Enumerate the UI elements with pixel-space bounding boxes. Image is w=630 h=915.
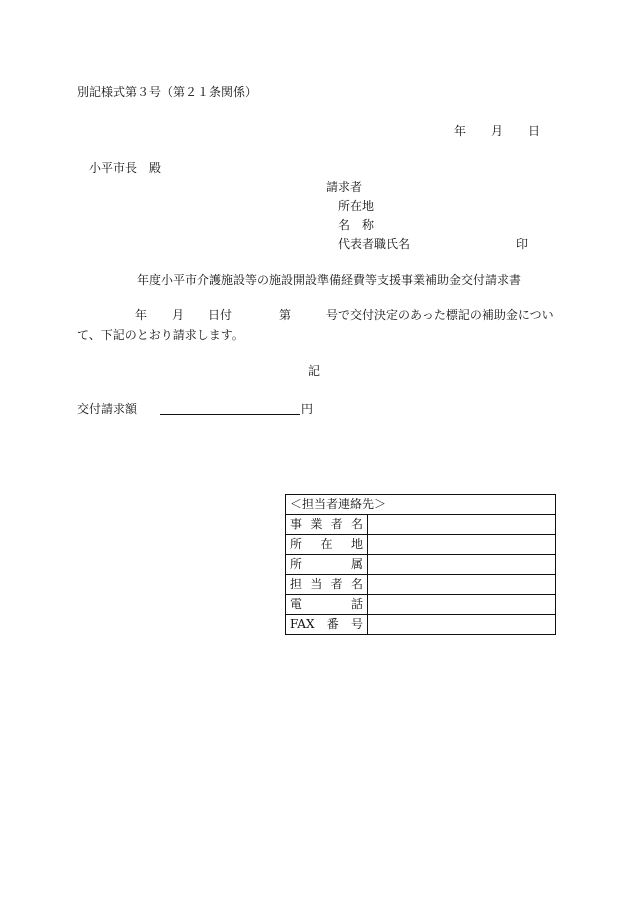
form-number: 別記様式第３号（第２１条関係） — [77, 85, 258, 99]
field-name: 名 称 — [338, 218, 375, 232]
table-row — [286, 515, 556, 535]
table-row — [286, 555, 556, 575]
contact-value[interactable] — [368, 615, 556, 635]
requester-heading: 請求者 — [326, 180, 363, 194]
contact-value[interactable] — [368, 535, 556, 555]
amount-field[interactable] — [160, 414, 300, 415]
amount-label: 交付請求額 — [77, 402, 138, 416]
contact-header: ＜担当者連絡先＞ — [286, 495, 556, 515]
contact-label: 担当者名 — [286, 575, 368, 595]
contact-label: FAX番号 — [286, 615, 368, 635]
contact-label: 事業者名 — [286, 515, 368, 535]
seal-mark: 印 — [516, 237, 529, 251]
addressee: 小平市長 殿 — [89, 161, 162, 175]
body-line2: て、下記のとおり請求します。 — [77, 328, 244, 342]
date-month: 月 — [491, 124, 504, 138]
field-representative: 代表者職氏名 — [338, 237, 411, 251]
contact-header-row — [286, 495, 556, 515]
contact-value[interactable] — [368, 555, 556, 575]
contact-label: 所属 — [286, 555, 368, 575]
amount-unit: 円 — [301, 402, 314, 416]
date-year: 年 — [454, 124, 467, 138]
body-number-prefix: 第 — [279, 308, 292, 322]
ki-heading: 記 — [308, 364, 321, 378]
field-location: 所在地 — [338, 199, 375, 213]
table-row — [286, 535, 556, 555]
contact-label: 電話 — [286, 595, 368, 615]
contact-value[interactable] — [368, 575, 556, 595]
body-line1: 号で交付決定のあった標記の補助金につい — [326, 308, 554, 322]
table-row — [286, 575, 556, 595]
table-row — [286, 615, 556, 635]
date-day: 日 — [528, 124, 541, 138]
contact-table — [285, 494, 556, 635]
document-title: 年度小平市介護施設等の施設開設準備経費等支援事業補助金交付請求書 — [137, 273, 522, 287]
body-day: 日付 — [208, 308, 233, 322]
contact-value[interactable] — [368, 595, 556, 615]
body-month: 月 — [172, 308, 185, 322]
body-year: 年 — [135, 308, 148, 322]
contact-value[interactable] — [368, 515, 556, 535]
contact-label: 所在地 — [286, 535, 368, 555]
table-row — [286, 595, 556, 615]
